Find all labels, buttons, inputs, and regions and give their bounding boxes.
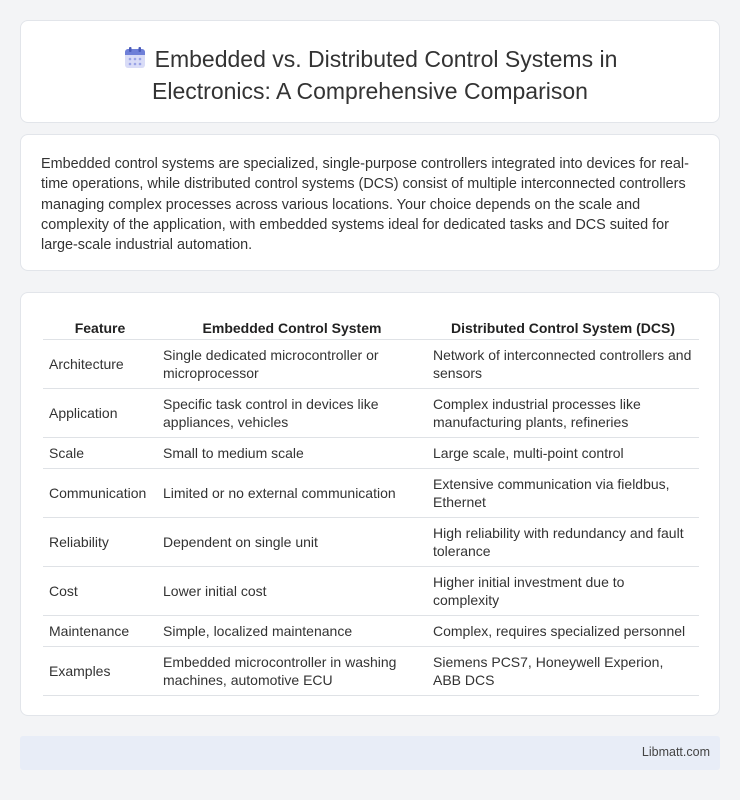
footer-brand: Libmatt.com	[641, 745, 710, 759]
footer	[20, 736, 720, 770]
dcs-cell: Complex, requires specialized personnel	[427, 616, 699, 647]
dcs-cell: Network of interconnected controllers and sensors	[427, 340, 699, 389]
title-line-2: Electronics: A Comprehensive Comparison	[152, 78, 588, 104]
table-row	[43, 438, 699, 469]
comparison-card	[20, 292, 720, 716]
feature-cell: Application	[43, 389, 157, 438]
calendar-icon	[123, 46, 147, 77]
table-header-row	[43, 315, 699, 340]
embedded-cell: Small to medium scale	[157, 438, 427, 469]
dcs-cell: Large scale, multi-point control	[427, 438, 699, 469]
dcs-cell: Higher initial investment due to complexity	[427, 567, 699, 616]
feature-cell: Scale	[43, 438, 157, 469]
intro-card	[20, 134, 720, 271]
column-header: Embedded Control System	[157, 315, 427, 340]
embedded-cell: Single dedicated microcontroller or microprocessor	[157, 340, 427, 389]
feature-cell: Architecture	[43, 340, 157, 389]
table-row	[43, 616, 699, 647]
intro-paragraph: Embedded control systems are specialized, single-purpose controllers integrated into devices for real-time operations, while distributed control systems (DCS) consist of multiple interconnected controllers managing complex processes across various locations. Your choice depends on the scale and complexity of the application, with embedded systems ideal for dedicated tasks and DCS suited for large-scale industrial automation.	[41, 156, 689, 254]
table-row	[43, 647, 699, 696]
embedded-cell: Limited or no external communication	[157, 469, 427, 518]
dcs-cell: Siemens PCS7, Honeywell Experion, ABB DCS	[427, 647, 699, 696]
table-row	[43, 518, 699, 567]
embedded-cell: Dependent on single unit	[157, 518, 427, 567]
comparison-table	[43, 315, 699, 696]
title-card	[20, 20, 720, 123]
page-title	[21, 45, 719, 106]
feature-cell: Cost	[43, 567, 157, 616]
table-row	[43, 567, 699, 616]
table-row	[43, 389, 699, 438]
table-row	[43, 469, 699, 518]
embedded-cell: Lower initial cost	[157, 567, 427, 616]
embedded-cell: Embedded microcontroller in washing machines, automotive ECU	[157, 647, 427, 696]
feature-cell: Communication	[43, 469, 157, 518]
feature-cell: Examples	[43, 647, 157, 696]
dcs-cell: Complex industrial processes like manufacturing plants, refineries	[427, 389, 699, 438]
embedded-cell: Simple, localized maintenance	[157, 616, 427, 647]
dcs-cell: Extensive communication via fieldbus, Ethernet	[427, 469, 699, 518]
feature-cell: Maintenance	[43, 616, 157, 647]
column-header: Feature	[43, 315, 157, 340]
feature-cell: Reliability	[43, 518, 157, 567]
dcs-cell: High reliability with redundancy and fault tolerance	[427, 518, 699, 567]
title-line-1: Embedded vs. Distributed Control Systems in	[154, 46, 618, 72]
table-row	[43, 340, 699, 389]
embedded-cell: Specific task control in devices like appliances, vehicles	[157, 389, 427, 438]
column-header: Distributed Control System (DCS)	[427, 315, 699, 340]
